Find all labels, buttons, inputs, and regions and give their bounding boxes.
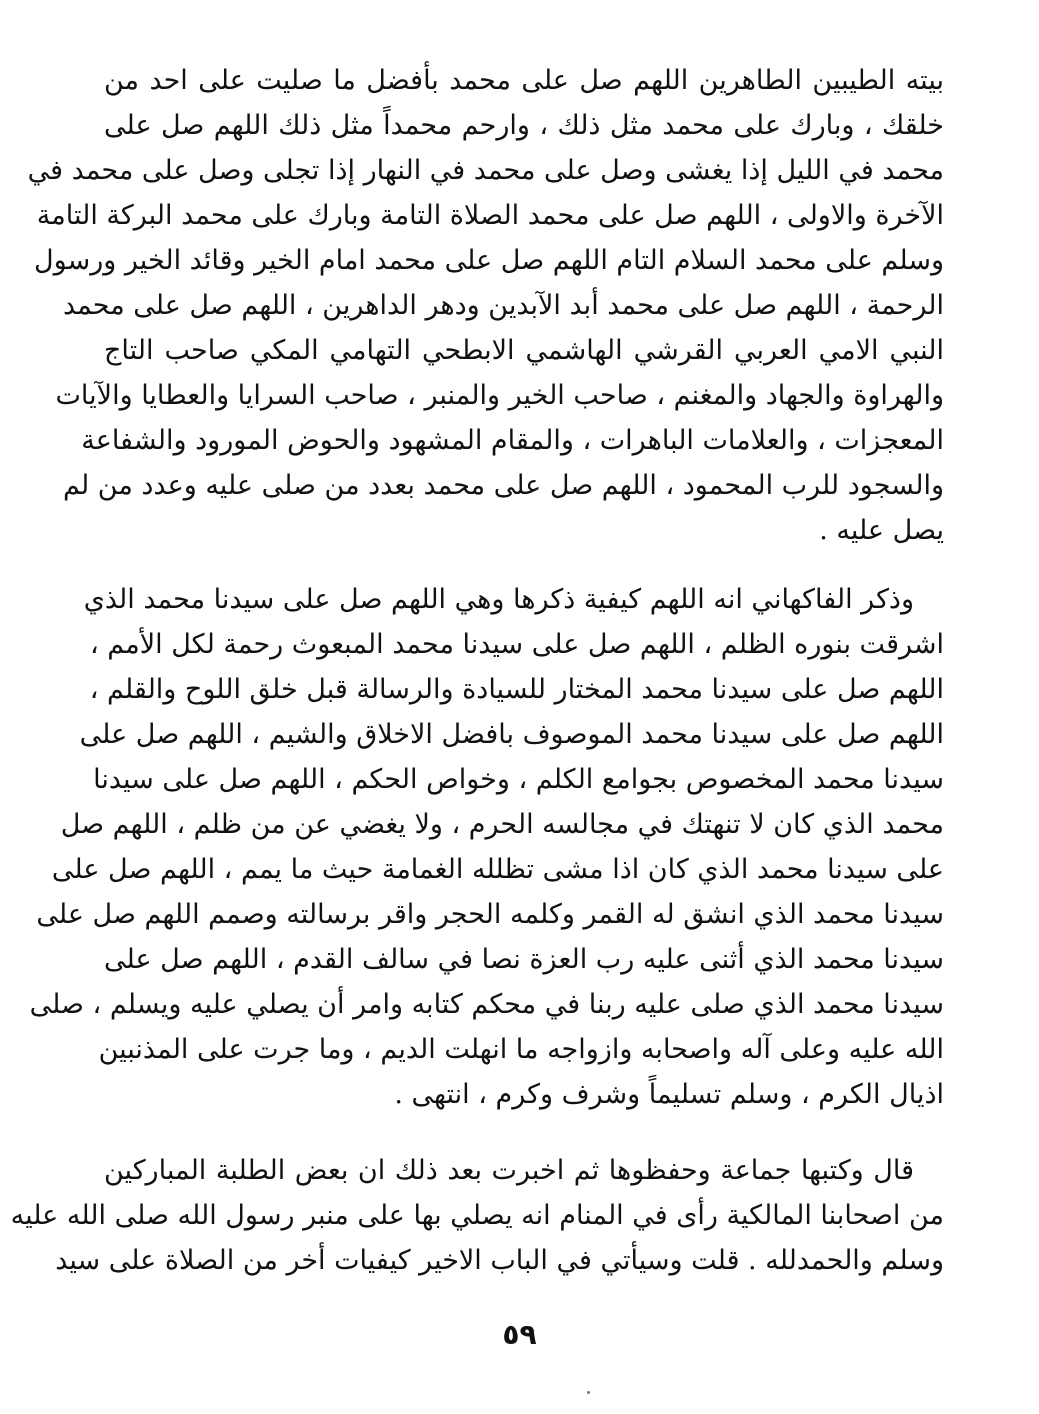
page-number: ٥٩ <box>502 1318 537 1351</box>
text-line: الآخرة والاولى ، اللهم صل على محمد الصلاة التامة وبارك على محمد البركة التامة <box>36 200 944 231</box>
paragraph-2 <box>29 577 944 1117</box>
text-line: والهراوة والجهاد والمغنم ، صاحب الخير والمنبر ، صاحب السرايا والعطايا والآيات <box>55 380 944 411</box>
text-line: وسلم والحمدلله . قلت وسيأتي في الباب الاخير كيفيات أخر من الصلاة على سيد <box>55 1245 944 1276</box>
text-line: سيدنا محمد الذي أثنى عليه رب العزة نصا في سالف القدم ، اللهم صل على <box>104 944 944 975</box>
text-line: والسجود للرب المحمود ، اللهم صل على محمد بعدد من صلى عليه وعدد من لم <box>63 470 944 501</box>
text-line: يصل عليه . <box>819 515 944 546</box>
text-line: سيدنا محمد الذي صلى عليه ربنا في محكم كتابه وامر أن يصلي عليه ويسلم ، صلى <box>29 989 944 1020</box>
text-line: خلقك ، وبارك على محمد مثل ذلك ، وارحم محمداً مثل ذلك اللهم صل على <box>104 110 944 141</box>
paragraph-3 <box>10 1148 944 1283</box>
text-line: وذكر الفاكهاني انه اللهم كيفية ذكرها وهي اللهم صل على سيدنا محمد الذي <box>83 584 914 615</box>
text-line: اللهم صل على سيدنا محمد المختار للسيادة والرسالة قبل خلق اللوح والقلم ، <box>89 674 944 705</box>
text-line: الله عليه وعلى آله واصحابه وازواجه ما انهلت الديم ، وما جرت على المذنبين <box>98 1034 944 1065</box>
text-line: اشرقت بنوره الظلم ، اللهم صل على سيدنا محمد المبعوث رحمة لكل الأمم ، <box>90 629 944 660</box>
text-line: اذيال الكرم ، وسلم تسليماً وشرف وكرم ، انتهى . <box>394 1079 944 1110</box>
text-line: محمد في الليل إذا يغشى وصل على محمد في النهار إذا تجلى وصل على محمد في <box>27 155 944 186</box>
text-line: بيته الطيبين الطاهرين اللهم صل على محمد بأفضل ما صليت على احد من <box>104 65 944 96</box>
text-line: قال وكتبها جماعة وحفظوها ثم اخبرت بعد ذلك ان بعض الطلبة المباركين <box>104 1155 914 1186</box>
text-line: سيدنا محمد المخصوص بجوامع الكلم ، وخواص الحكم ، اللهم صل على سيدنا <box>93 764 944 795</box>
print-speck <box>587 1391 590 1394</box>
text-line: المعجزات ، والعلامات الباهرات ، والمقام المشهود والحوض المورود والشفاعة <box>81 425 944 456</box>
text-line: الرحمة ، اللهم صل على محمد أبد الآبدين ودهر الداهرين ، اللهم صل على محمد <box>63 290 944 321</box>
text-line: النبي الامي العربي القرشي الهاشمي الابطحي التهامي المكي صاحب التاج <box>104 335 944 366</box>
text-line: سيدنا محمد الذي انشق له القمر وكلمه الحجر واقر برسالته وصمم اللهم صل على <box>36 899 944 930</box>
text-line: من اصحابنا المالكية رأى في المنام انه يصلي بها على منبر رسول الله صلى الله عليه <box>10 1200 944 1231</box>
text-line: على سيدنا محمد الذي كان اذا مشى تظلله الغمامة حيث ما يمم ، اللهم صل على <box>51 854 944 885</box>
text-line: وسلم على محمد السلام التام اللهم صل على محمد امام الخير وقائد الخير ورسول <box>34 245 944 276</box>
text-line: اللهم صل على سيدنا محمد الموصوف بافضل الاخلاق والشيم ، اللهم صل على <box>79 719 944 750</box>
text-line: محمد الذي كان لا تنهتك في مجالسه الحرم ، ولا يغضي عن من ظلم ، اللهم صل <box>60 809 944 840</box>
paragraph-1 <box>27 58 944 553</box>
